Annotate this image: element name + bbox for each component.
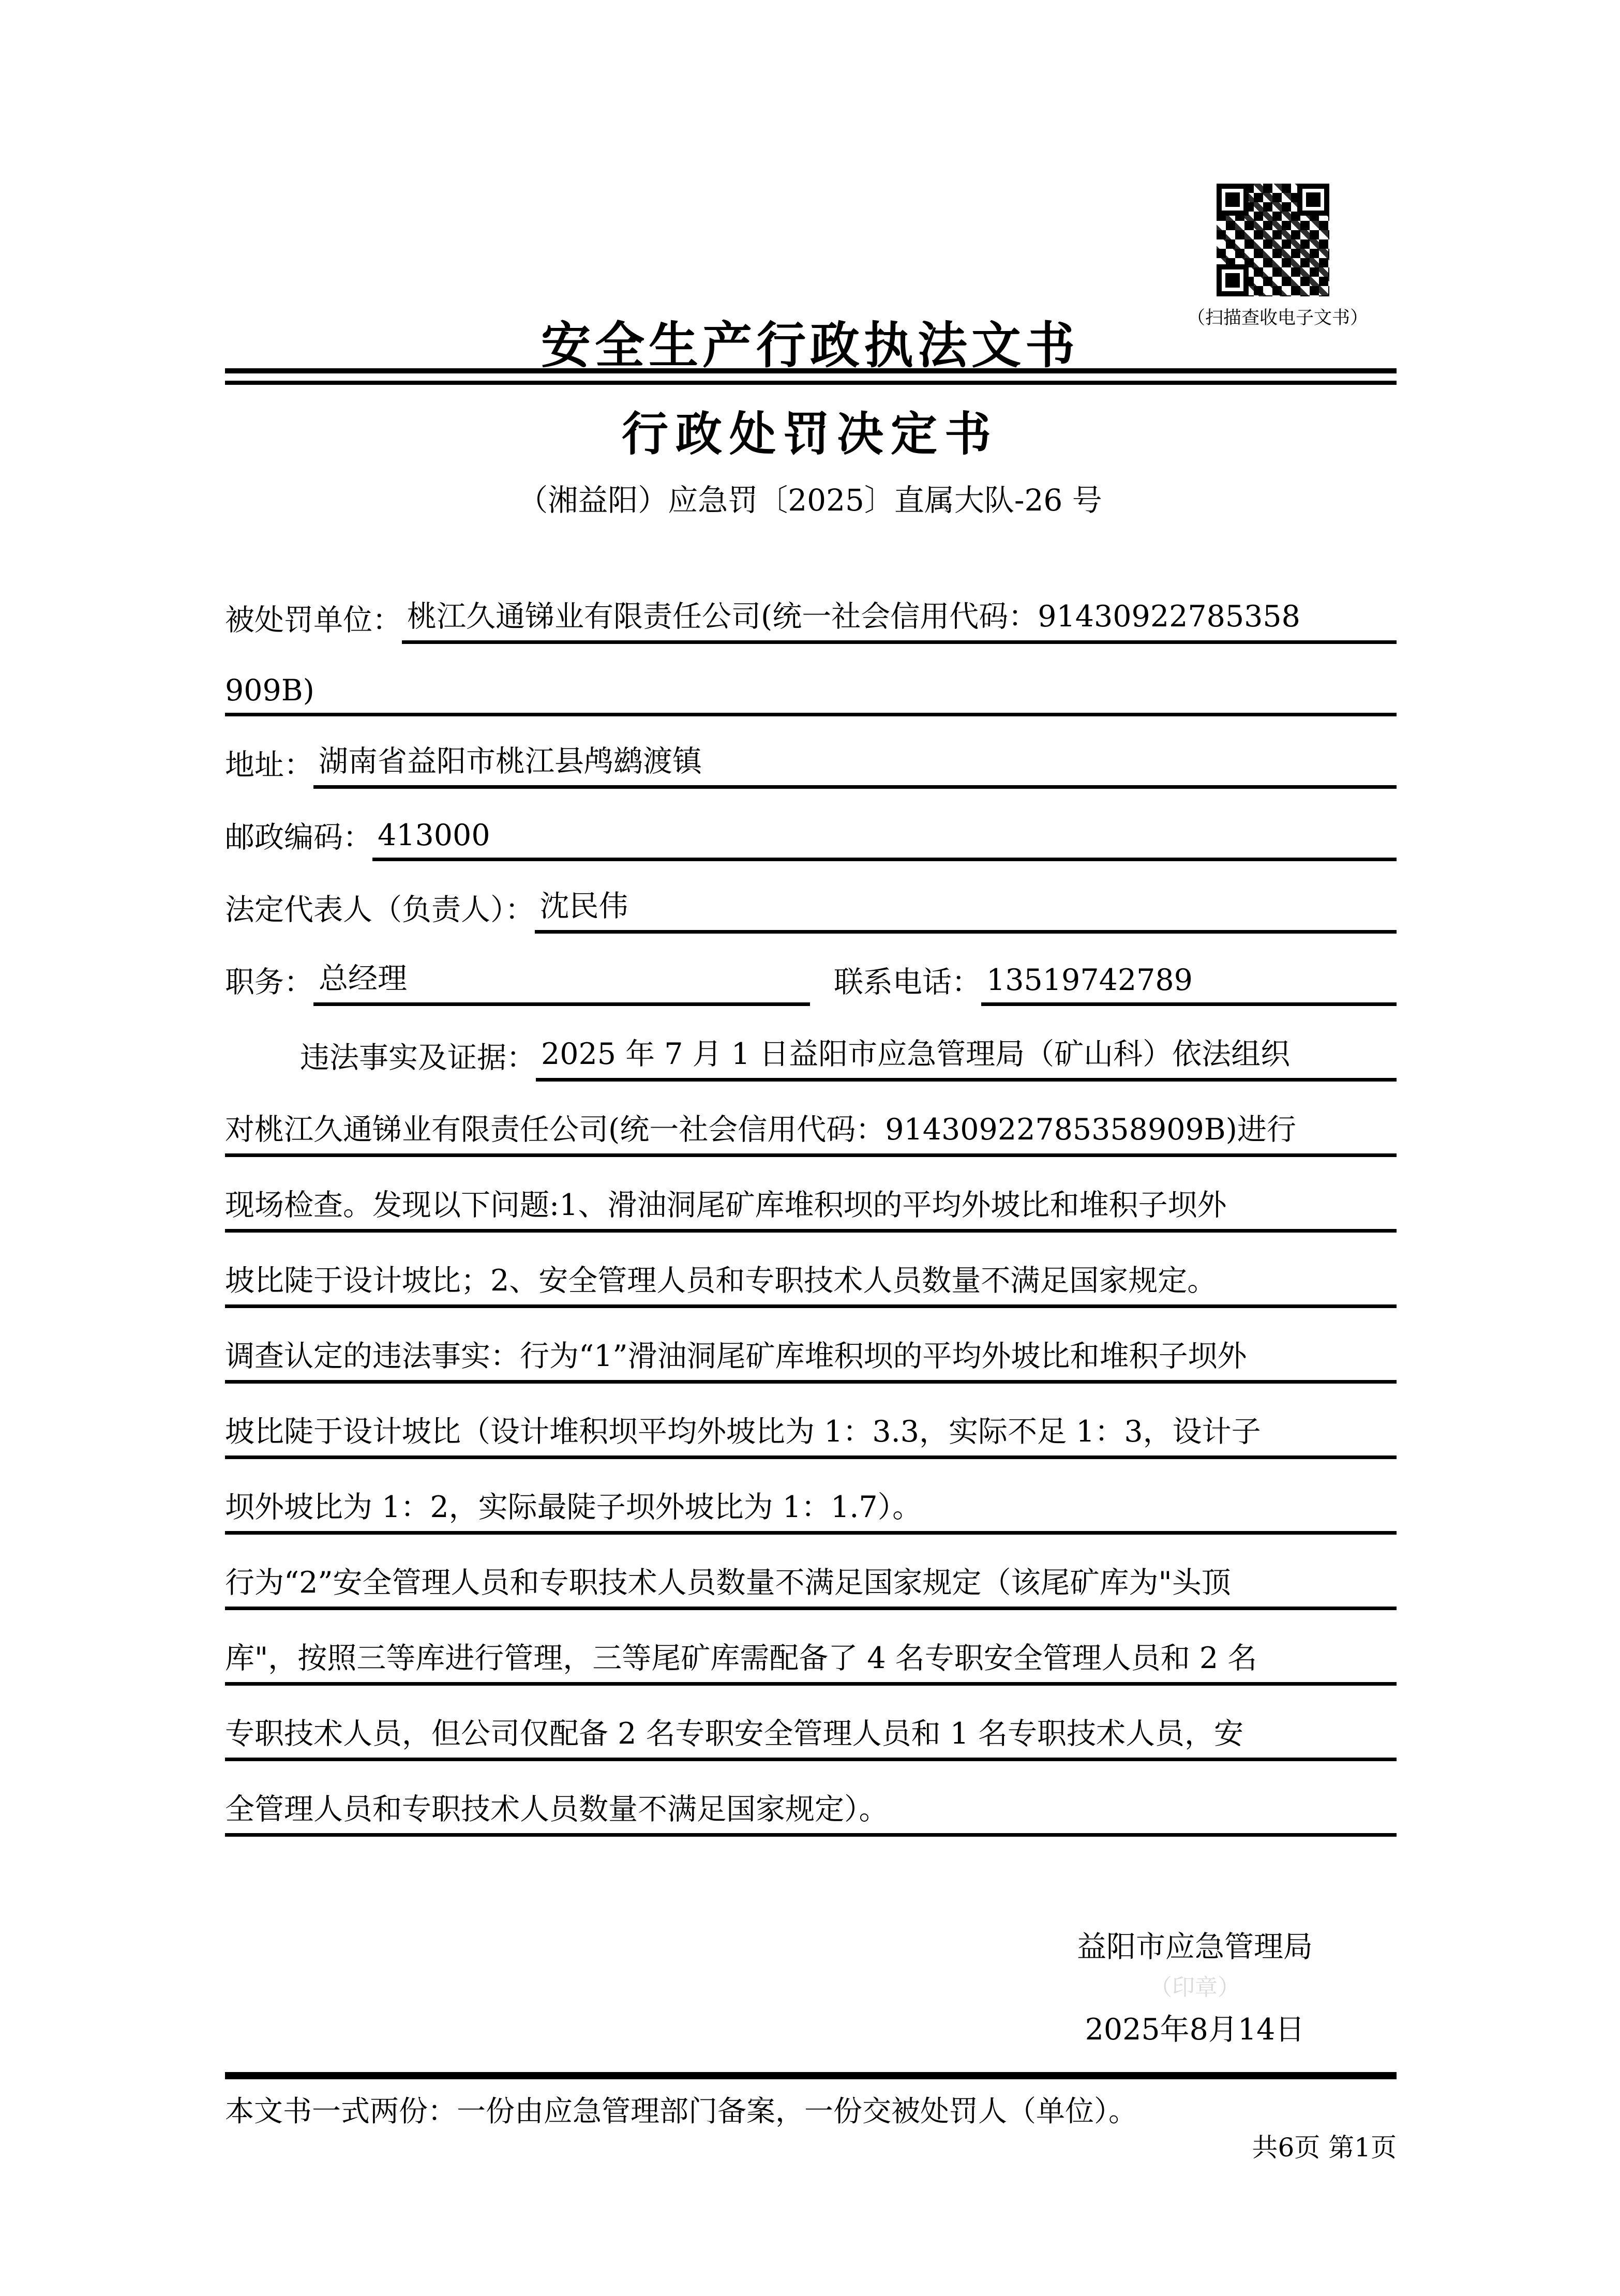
penalized-unit-value-continued: 909B)	[225, 644, 1397, 716]
footer-note: 本文书一式两份：一份由应急管理部门备案，一份交被处罚人（单位）。	[225, 2095, 1137, 2128]
body-text: 对桃江久通锑业有限责任公司(统一社会信用代码：91430922785358909B)进行	[225, 1082, 1397, 1157]
issue-date: 2025年8月14日	[1085, 2013, 1305, 2047]
body-line	[225, 1459, 1397, 1535]
body-text: 现场检查。发现以下问题:1、滑油洞尾矿库堆积坝的平均外坡比和堆积子坝外	[225, 1157, 1397, 1233]
qr-caption: （扫描查收电子文书）	[1187, 308, 1368, 328]
qr-finder-bottom-left	[1217, 264, 1249, 296]
footer-divider	[225, 2072, 1397, 2079]
body-text: 专职技术人员，但公司仅配备 2 名专职安全管理人员和 1 名专职技术人员，安	[225, 1686, 1397, 1761]
phone-value: 13519742789	[981, 934, 1397, 1006]
field-row-position-phone	[225, 934, 1397, 1006]
body-line	[225, 1233, 1397, 1308]
address-value: 湖南省益阳市桃江县鸬鹚渡镇	[313, 716, 1397, 789]
penalized-unit-value: 桃江久通锑业有限责任公司(统一社会信用代码：91430922785358	[402, 572, 1397, 644]
body-text: 调查认定的违法事实：行为“1”滑油洞尾矿库堆积坝的平均外坡比和堆积子坝外	[225, 1308, 1397, 1384]
phone-label: 联系电话：	[834, 965, 981, 999]
document-category-title: 安全生产行政执法文书	[541, 316, 1079, 374]
field-row-address	[225, 716, 1397, 789]
qr-code-icon	[1217, 184, 1329, 296]
body-line-facts-intro	[225, 1006, 1397, 1082]
legal-representative-value: 沈民伟	[535, 861, 1397, 934]
field-row-legal-representative	[225, 861, 1397, 934]
body-line	[225, 1384, 1397, 1459]
body-line	[225, 1082, 1397, 1157]
issuing-agency: 益阳市应急管理局	[1077, 1930, 1313, 1964]
body-line	[225, 1308, 1397, 1384]
document-number: （湘益阳）应急罚〔2025〕直属大队-26 号	[518, 483, 1102, 518]
body-text: 行为“2”安全管理人员和专职技术人员数量不满足国家规定（该尾矿库为"头顶	[225, 1535, 1397, 1610]
document-content	[225, 572, 1397, 1837]
body-line	[225, 1686, 1397, 1761]
body-text: 坡比陡于设计坡比；2、安全管理人员和专职技术人员数量不满足国家规定。	[225, 1233, 1397, 1308]
position-label: 职务：	[225, 965, 313, 999]
legal-representative-label: 法定代表人（负责人）：	[225, 893, 535, 927]
position-value: 总经理	[313, 934, 810, 1006]
body-text: 库"，按照三等库进行管理，三等尾矿库需配备了 4 名专职安全管理人员和 2 名	[225, 1610, 1397, 1686]
postcode-value: 413000	[372, 789, 1397, 861]
header-divider	[225, 368, 1397, 385]
facts-text: 2025 年 7 月 1 日益阳市应急管理局（矿山科）依法组织	[536, 1006, 1397, 1082]
body-line	[225, 1761, 1397, 1837]
field-row-postcode	[225, 789, 1397, 861]
body-text: 坝外坡比为 1：2，实际最陡子坝外坡比为 1：1.7）。	[225, 1459, 1397, 1535]
address-label: 地址：	[225, 748, 313, 782]
qr-finder-top-right	[1297, 184, 1329, 216]
field-row-penalized-unit	[225, 572, 1397, 644]
penalized-unit-label: 被处罚单位：	[225, 603, 402, 637]
field-row-penalized-unit-continued	[225, 644, 1397, 716]
signature-block	[1014, 1923, 1376, 2048]
qr-block	[1187, 184, 1413, 328]
facts-label: 违法事实及证据：	[300, 1041, 536, 1075]
postcode-label: 邮政编码：	[225, 820, 372, 854]
seal-placeholder: （印章）	[1149, 1974, 1240, 2001]
page-indicator: 共6页 第1页	[1252, 2133, 1397, 2163]
body-line	[225, 1610, 1397, 1686]
body-line	[225, 1157, 1397, 1233]
body-text: 全管理人员和专职技术人员数量不满足国家规定）。	[225, 1761, 1397, 1837]
qr-finder-top-left	[1217, 184, 1249, 216]
document-title: 行政处罚决定书	[622, 407, 998, 461]
body-text: 坡比陡于设计坡比（设计堆积坝平均外坡比为 1：3.3，实际不足 1：3，设计子	[225, 1384, 1397, 1459]
body-line	[225, 1535, 1397, 1610]
field-gap	[810, 934, 834, 1006]
